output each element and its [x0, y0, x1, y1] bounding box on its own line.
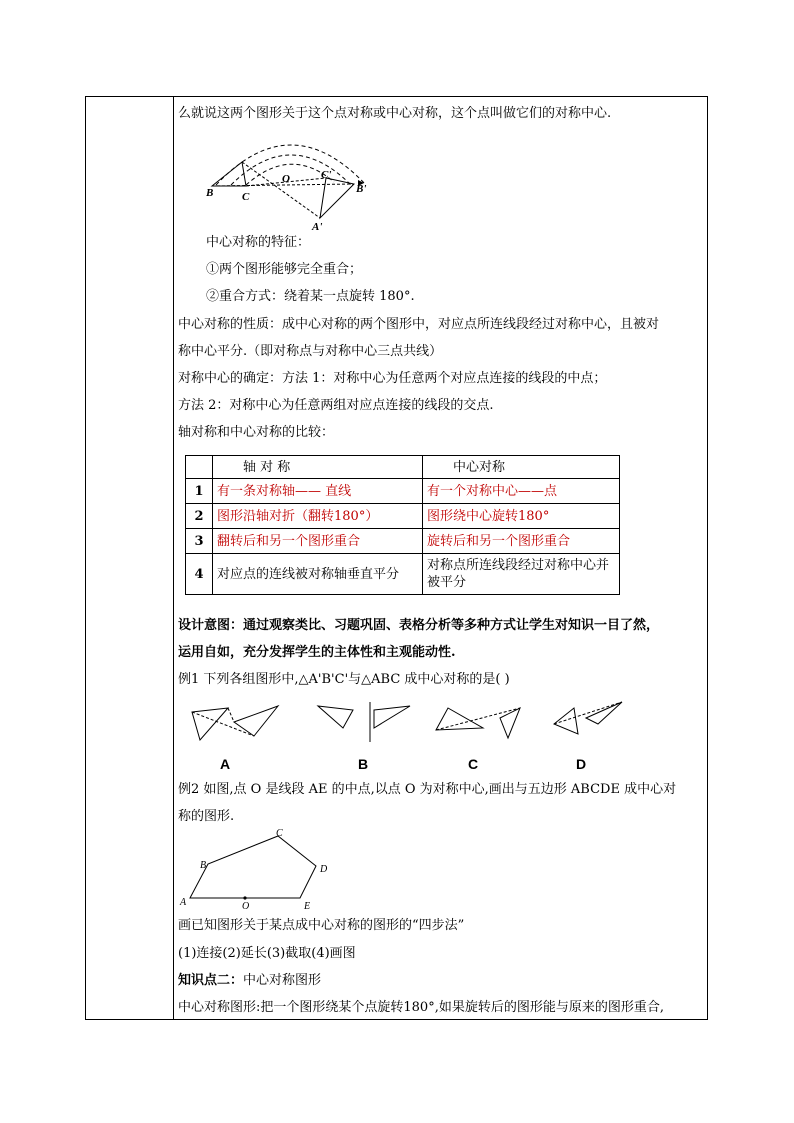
center-point — [243, 896, 246, 899]
row-number: 3 — [186, 529, 213, 554]
table-row — [186, 504, 620, 529]
axial-cell: 图形沿轴对折（翻转180°） — [213, 504, 423, 529]
point-label-a-prime: A' — [312, 221, 323, 230]
point-label-b-prime: B' — [356, 183, 367, 195]
triangle — [586, 702, 622, 724]
text-line: 称中心平分.（即对称点与对称中心三点共线） — [178, 344, 443, 359]
vertex-label-c: C — [276, 828, 283, 839]
rotation-figure — [206, 130, 376, 230]
table-header-cell: 中心对称 — [423, 456, 620, 479]
vertex-label-b: B — [200, 860, 207, 871]
connecting-segment — [242, 162, 320, 218]
text-line: 中心对称的特征： — [206, 235, 311, 250]
axial-cell: 有一条对称轴—— 直线 — [213, 479, 423, 504]
axial-cell: 翻转后和另一个图形重合 — [213, 529, 423, 554]
triangle — [500, 708, 520, 738]
text-line: (1)连接(2)延长(3)截取(4)画图 — [178, 946, 356, 961]
triangle — [234, 706, 278, 736]
text-line: 中心对称的性质：成中心对称的两个图形中，对应点所连线段经过对称中心，且被对 — [178, 317, 660, 332]
vertex-label-d: D — [320, 864, 328, 875]
table-header-cell — [186, 456, 213, 479]
column-divider — [173, 97, 174, 1019]
example1-figures — [178, 698, 638, 750]
triangle — [318, 706, 353, 728]
text-line: 画已知图形关于某点成中心对称的图形的“四步法” — [178, 918, 465, 933]
center-label-o: O — [242, 901, 250, 910]
table-row — [186, 479, 620, 504]
comparison-table — [185, 455, 620, 595]
table-row — [186, 529, 620, 554]
kp2-title: 中心对称图形 — [243, 973, 322, 988]
text-line: 例1 下列各组图形中,△A'B'C'与△ABC 成中心对称的是( ) — [178, 672, 510, 687]
text-line: ①两个图形能够完全重合； — [206, 262, 363, 277]
text-line: ②重合方式：绕着某一点旋转 180°. — [206, 289, 415, 304]
table-header-cell: 轴 对 称 — [213, 456, 423, 479]
option-c-label: C — [468, 756, 479, 772]
table-header-row — [186, 456, 620, 479]
pentagon-abcde — [190, 836, 316, 898]
table-row — [186, 554, 620, 595]
text-line: 轴对称和中心对称的比较： — [178, 425, 335, 440]
text-line: 例2 如图,点 O 是线段 AE 的中点,以点 O 为对称中心,画出与五边形 ABCDE 成中心对 — [178, 782, 677, 797]
text-line: 么就说这两个图形关于这个点对称或中心对称，这个点叫做它们的对称中心. — [178, 106, 612, 121]
knowledge-point-2 — [178, 967, 321, 994]
vertex-label-e: E — [304, 901, 311, 910]
triangle — [374, 706, 410, 728]
central-cell: 图形绕中心旋转180° — [423, 504, 620, 529]
row-number: 1 — [186, 479, 213, 504]
row-number: 2 — [186, 504, 213, 529]
option-a-label: A — [220, 756, 231, 772]
pentagon-figure — [178, 828, 348, 910]
kp2-label: 知识点二： — [178, 973, 244, 988]
text-line: 运用自如，充分发挥学生的主体性和主观能动性. — [178, 645, 456, 660]
axial-cell: 对应点的连线被对称轴垂直平分 — [213, 554, 423, 595]
central-cell: 对称点所连线段经过对称中心并被平分 — [423, 554, 620, 595]
text-line: 对称中心的确定：方法 1：对称中心为任意两个对应点连接的线段的中点； — [178, 371, 607, 386]
central-cell: 有一个对称中心——点 — [423, 479, 620, 504]
text-line: 称的图形. — [178, 809, 235, 824]
point-label-c: C — [242, 191, 250, 203]
point-label-c-prime: C' — [321, 169, 332, 181]
triangle — [554, 708, 578, 734]
triangle-abc — [212, 162, 246, 186]
point-label-o: O — [282, 173, 290, 185]
point-label-b: B — [206, 187, 214, 199]
text-line: 中心对称图形:把一个图形绕某个点旋转180°,如果旋转后的图形能与原来的图形重合, — [178, 1000, 664, 1015]
central-cell: 旋转后和另一个图形重合 — [423, 529, 620, 554]
option-b-label: B — [358, 756, 369, 772]
rotation-arc — [231, 155, 351, 185]
vertex-label-a: A — [180, 897, 187, 908]
row-number: 4 — [186, 554, 213, 595]
option-d-label: D — [576, 756, 587, 772]
text-line: 设计意图：通过观察类比、习题巩固、表格分析等多种方式让学生对知识一目了然， — [178, 618, 660, 633]
text-line: 方法 2：对称中心为任意两组对应点连接的线段的交点. — [178, 398, 494, 413]
triangle — [436, 708, 483, 730]
